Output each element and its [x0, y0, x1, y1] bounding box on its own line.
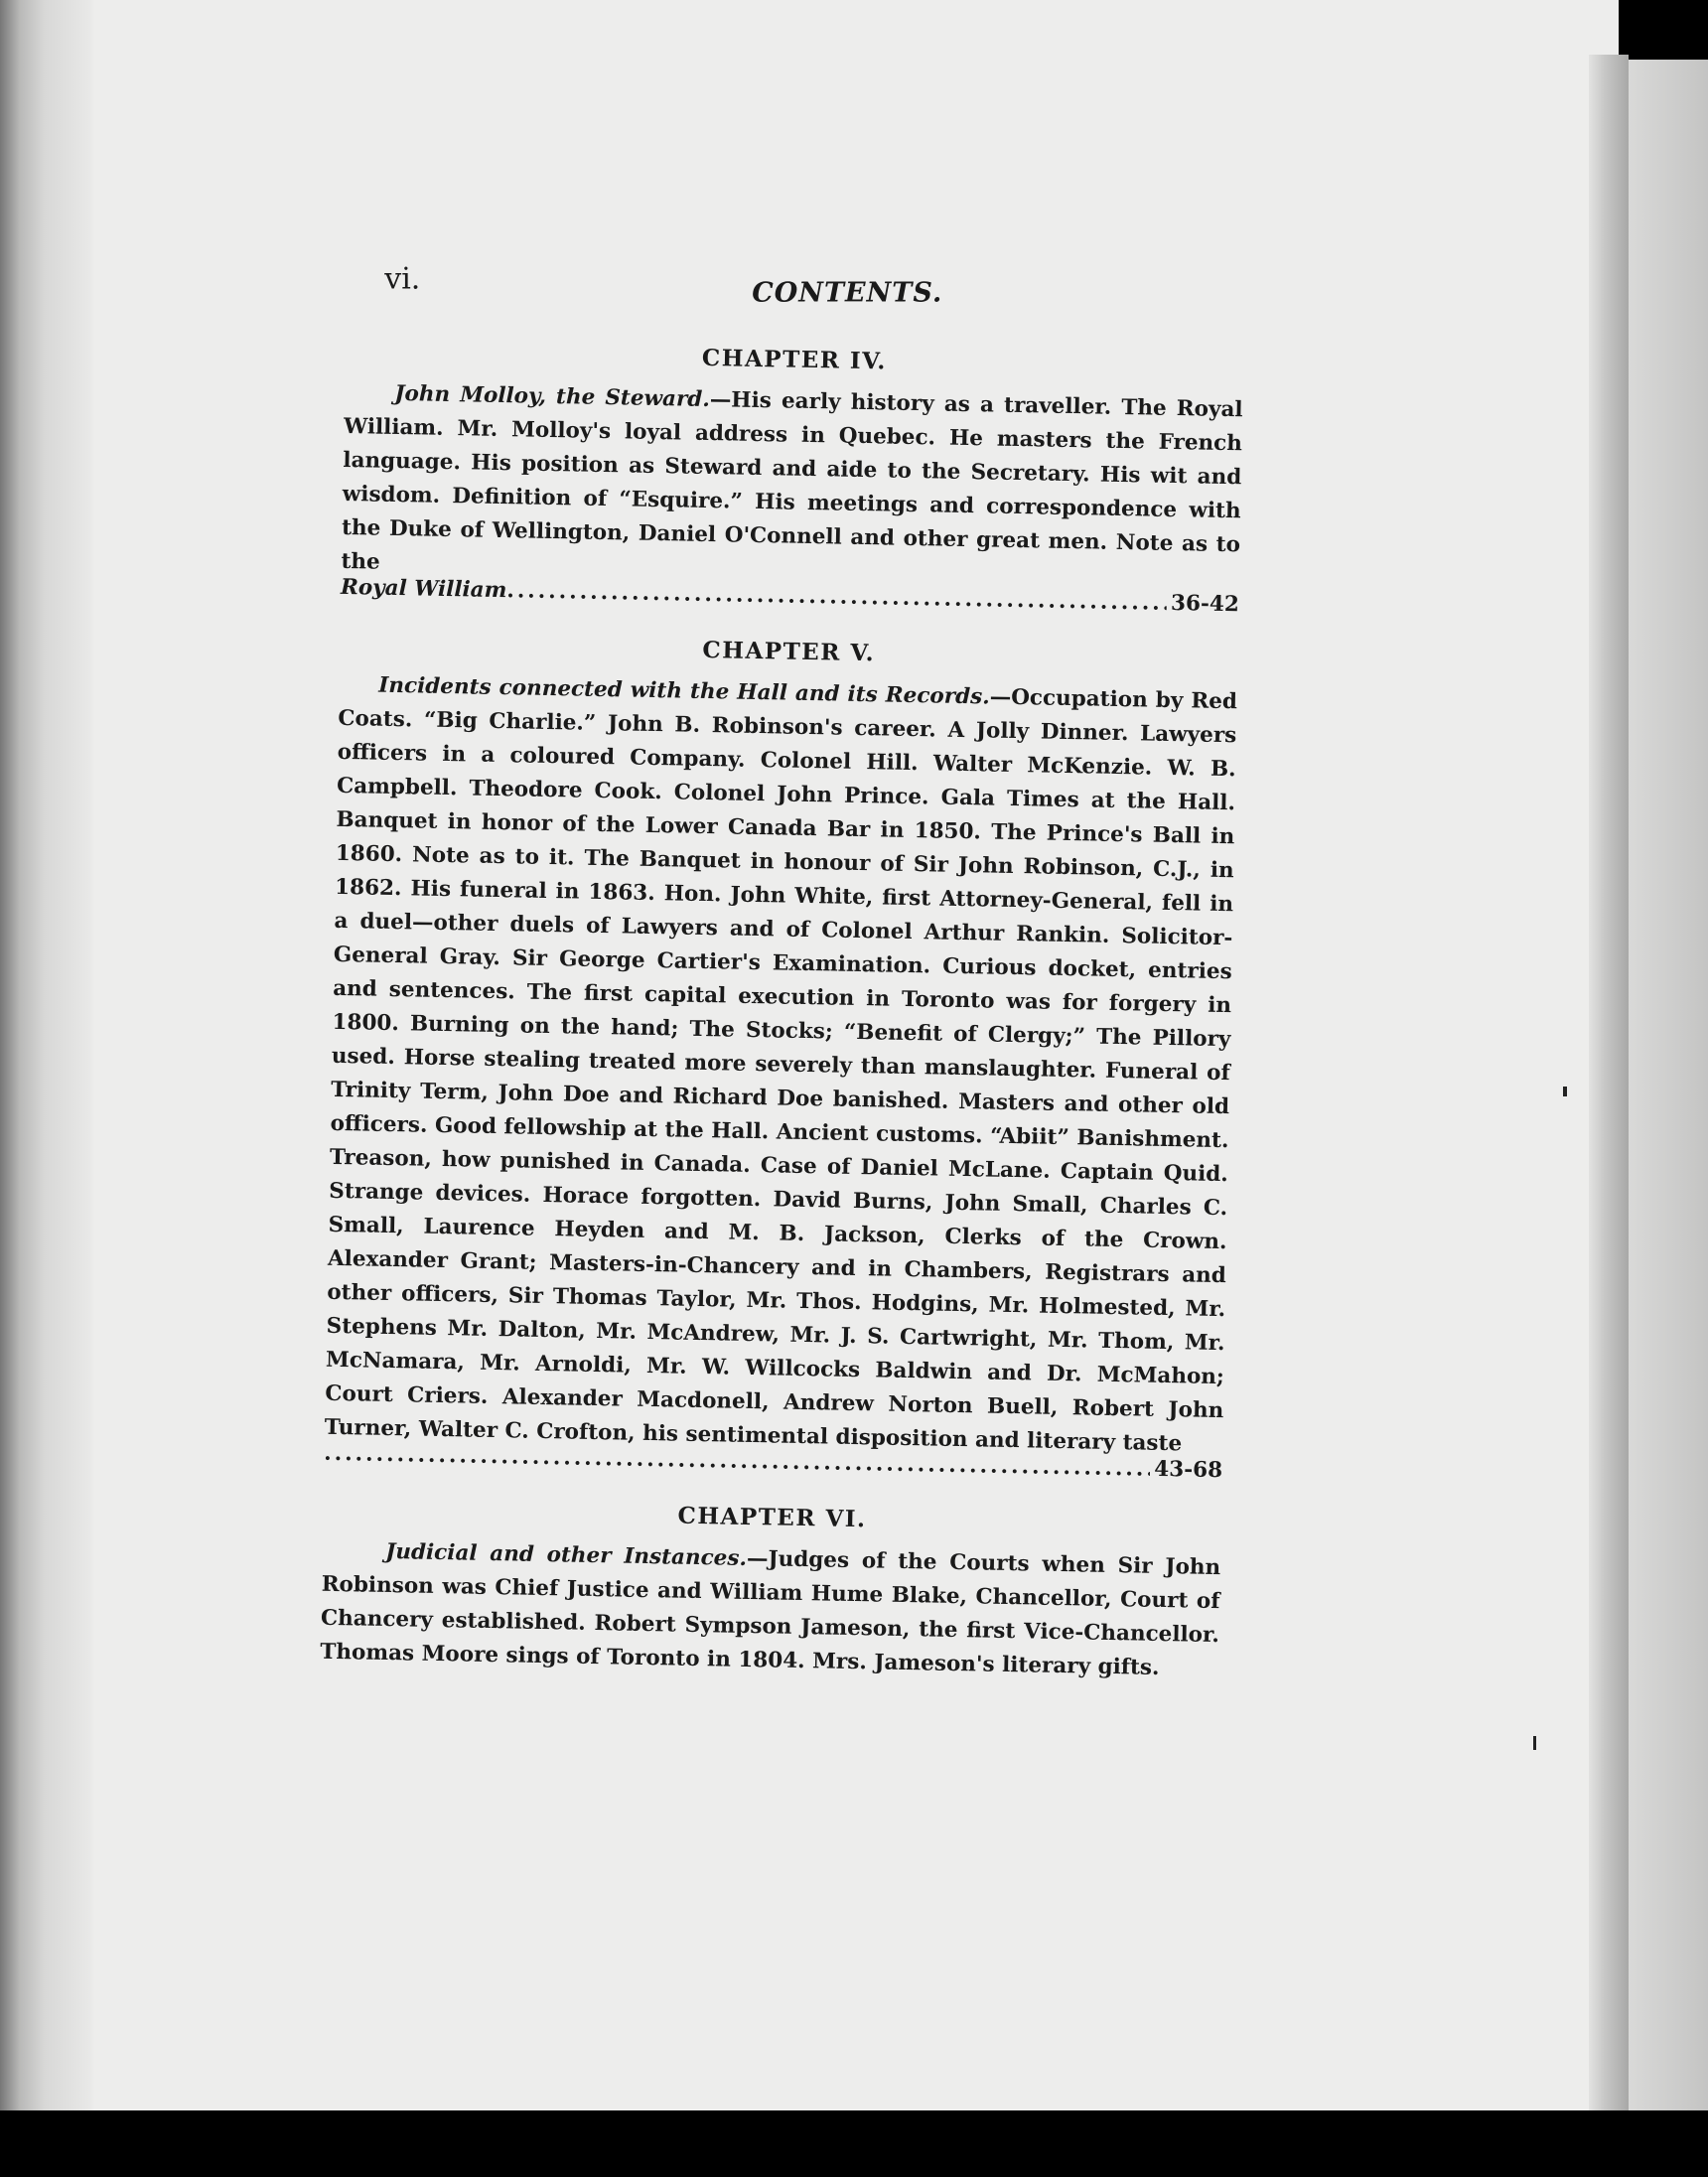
gutter-shadow — [0, 0, 94, 2110]
chapter-lead: Judicial and other Instances. — [384, 1538, 748, 1571]
chapter-description: —Occupation by Red Coats. “Big Charlie.” John B. Robinson's career. A Jolly Dinner. Lawyers officers in a coloured Company. Colonel Hill. Walter McKenzie. W. B. Campbell. Theodore Cook. Colonel John Prince. Gala Times at the Hall. Banquet in honor of the Lower Canada Bar in 1850. The Prince's Ball in 1860. Note as to it. The Banquet in honour of Sir John Robinson, C.J., in 1862. His funeral in 1863. Hon. John White, first Attorney-General, fell in a duel—other duels of Lawyers and of Colonel Arthur Rankin. Solicitor-General Gray. Sir George Cartier's Examination. Curious docket, entries and sentences. The first capital execution in Toronto was for forgery in 1800. Burning on the hand; The Stocks; “Benefit of Clergy;” The Pillory used. Horse stealing treated more severely than manslaughter. Funeral of Trinity Term, John Doe and Richard Doe banished. Masters and other old officers. Good fellowship at the Hall. Ancient customs. “Abiit” Banishment. Treason, how punished in Canada. Case of Daniel McLane. Captain Quid. Strange devices. Horace forgotten. David Burns, John Small, Charles C. Small, Laurence Heyden and M. B. Jackson, Clerks of the Crown. Alexander Grant; Masters-in-Chancery and in Chambers, Registrars and other officers, Sir Thomas Taylor, Mr. Thos. Hodgins, Mr. Holmested, Mr. Stephens Mr. Dalton, Mr. McAndrew, Mr. J. S. Cartwright, Mr. Thom, Mr. McNamara, Mr. Arnoldi, Mr. W. Willcocks Baldwin and Dr. McMahon; Court Criers. Alexander Macdonell, Andrew Norton Buell, Robert John Turner, Walter C. Crofton, his sentimental disposition and literary taste — [324, 684, 1238, 1457]
chapter-entry — [324, 630, 1238, 1483]
running-head: CONTENTS. — [752, 277, 943, 309]
chapter-description: —Judges of the Courts when Sir John Robinson was Chief Justice and William Hume Blake, Chancellor, Court of Chancery established. Robert Sympson Jameson, the first Vice-Chancellor. Thomas Moore sings of Toronto in 1804. Mrs. Jameson's literary gifts. — [320, 1545, 1221, 1680]
contents-text-block — [319, 223, 1245, 1716]
page-number: vi. — [384, 261, 421, 297]
chapter-summary — [324, 668, 1237, 1462]
chapter-summary — [341, 376, 1243, 596]
page-range: 43-68 — [1154, 1456, 1223, 1484]
chapter-summary — [320, 1534, 1220, 1686]
chapter-lead: Incidents connected with the Hall and its Records. — [378, 672, 990, 710]
chapter-title: CHAPTER VI. — [677, 1502, 867, 1533]
chapter-description: —His early history as a traveller. The Royal William. Mr. Molloy's loyal address in Quebec. He masters the French language. His position as Steward and aide to the Secretary. His wit and wisdom. Definition of “Esquire.” His meetings and correspondence with the Duke of Wellington, Daniel O'Connell and other great men. Note as to the — [341, 387, 1243, 575]
chapter-entry — [320, 1496, 1221, 1686]
scan-speck — [1563, 1087, 1567, 1096]
chapter-entry — [341, 338, 1244, 617]
chapter-title: CHAPTER V. — [702, 636, 876, 667]
scan-speck — [1533, 1736, 1536, 1750]
chapter-tail: Royal William — [340, 574, 507, 604]
chapter-lead: John Molloy, the Steward. — [394, 380, 711, 413]
book-spine-edge — [1589, 55, 1629, 2110]
scan-border — [0, 2110, 1708, 2177]
chapter-title: CHAPTER IV. — [701, 344, 888, 375]
facing-page-edge — [1629, 60, 1708, 2115]
page-range: 36-42 — [1170, 590, 1240, 618]
